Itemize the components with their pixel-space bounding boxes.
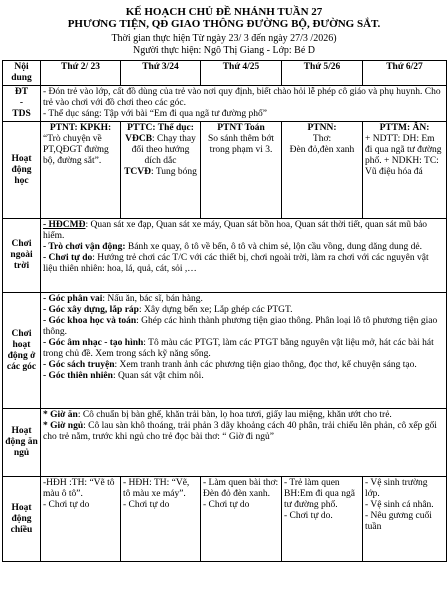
afternoon-tue: - HĐH: TH: “Vẽ, tô màu xe máy”. - Chơi tự do	[121, 477, 201, 562]
cell-meal-sleep: * Giờ ăn: Cô chuẩn bị bàn ghế, khăn trải bàn, lọ hoa tươi, giấy lau miệng, khăn ướt cho trẻ. * Giờ ngủ: Cô lau sàn khô thoáng, trải phản 3 dãy khoảng cách 40 phân, trải chiếu lên phản, cô xếp gối cho trẻ nằm, trước khi ngủ cho trẻ đọc bài thơ: “ Giờ đi ngủ”	[41, 409, 447, 477]
label-afternoon: Hoạt động chiều	[3, 477, 41, 562]
plan-subtitle: PHƯƠNG TIỆN, QĐ GIAO THÔNG ĐƯỜNG BỘ, ĐƯỜNG SẮT.	[67, 18, 381, 30]
row-corners	[3, 293, 447, 409]
cell-corners: - Góc phân vai: Nấu ăn, bác sĩ, bán hàng. - Góc xây dựng, lắp ráp: Xây dựng bến xe; Lắp ghép các PTGT. - Góc khoa học và toán: Ghép các hình thành phương tiện giao thông. Phân loại lô tô phương tiện giao thông. - Góc âm nhạc - tạo hình: Tô màu các PTGT, làm các PTGT bằng nguyên vật liệu mở, hát các bài hát trong chủ đề. Xem trong sách kỹ năng sống. - Góc sách truyện: Xem tranh tranh ảnh các phương tiện giao thông, đọc thơ, kể chuyện sáng tạo. - Góc thiên nhiên: Quan sát vật chim nôi.	[41, 293, 447, 409]
plan-time: Thời gian thực hiện Từ ngày 23/ 3 đến ngày 27/3 /2026)	[111, 33, 337, 44]
afternoon-mon: -HĐH :TH: “Vẽ tô màu ô tô”. - Chơi tự do	[41, 477, 121, 562]
day-header-mon: Thứ 2/ 23	[41, 61, 121, 86]
row-outdoor	[3, 219, 447, 293]
label-outdoor: Chơi ngoài trời	[3, 219, 41, 293]
welcome-text: - Đón trẻ vào lớp, cất đồ dùng của trẻ vào nơi quy định, biết chào hỏi lễ phép cô giáo và phụ huynh. Cho trẻ vào chơi với đồ chơi theo các góc.	[43, 87, 441, 108]
afternoon-thu: - Trẻ làm quen BH:Em đi qua ngã tư đường phố. - Chơi tự do.	[282, 477, 363, 562]
day-header-wed: Thứ 4/25	[201, 61, 282, 86]
plan-teacher: Người thực hiện: Ngô Thị Giang - Lớp: Bé D	[132, 45, 316, 56]
day-header-fri: Thứ 6/27	[363, 61, 447, 86]
header-row	[3, 61, 447, 86]
learning-fri: PTTM: ÂN: + NDTT: DH: Em đi qua ngã tư đường phố. + NDKH: TC: Vũ điệu hóa đá	[363, 122, 447, 219]
plan-title: KẾ HOẠCH CHỦ ĐỀ NHÁNH TUẦN 27	[125, 6, 323, 18]
afternoon-wed: - Làm quen bài thơ: Đèn đỏ đèn xanh. - Chơi tự do	[201, 477, 282, 562]
cell-outdoor: - HĐCMĐ: Quan sát xe đạp, Quan sát xe máy, Quan sát bồn hoa, Quan sát thời tiết, quan sát mũ bảo hiểm. - Trò chơi vận động: Bánh xe quay, ô tô về bến, ô tô và chim sẻ, lộn cầu vồng, dung dăng dung dẻ. - Chơi tự do: Hướng trẻ chơi các T/C với các thiết bị, chơi ngoài trời, làm ra chơi với các nguyên vật liệu thiên nhiên: hoa, lá, quả, cát, sỏi ,…	[41, 219, 447, 293]
learning-thu: PTNN: Thơ: Đèn đỏ,đèn xanh	[282, 122, 363, 219]
row-learning	[3, 122, 447, 219]
afternoon-fri: - Vệ sinh trường lớp. - Vệ sinh cá nhân. - Nêu gương cuối tuần	[363, 477, 447, 562]
row-afternoon	[3, 477, 447, 562]
row-welcome	[3, 86, 447, 122]
label-welcome: ĐT - TDS	[3, 86, 41, 122]
day-header-tue: Thứ 3/24	[121, 61, 201, 86]
label-learning: Hoạt động học	[3, 122, 41, 219]
label-corners: Chơi hoạt động ở các góc	[3, 293, 41, 409]
learning-mon: PTNT: KPKH: “Trò chuyện về PT,QĐGT đường bộ, đường sắt”.	[41, 122, 121, 219]
morning-exercise-text: - Thể dục sáng: Tập với bài “Em đi qua ngã tư đường phố”	[43, 109, 267, 119]
weekly-plan-table	[2, 60, 447, 562]
row-meal-sleep	[3, 409, 447, 477]
corner-cell: Nội dung	[3, 61, 41, 86]
day-header-thu: Thứ 5/26	[282, 61, 363, 86]
cell-welcome	[41, 86, 447, 122]
label-meal-sleep: Hoạt động ăn ngủ	[3, 409, 41, 477]
learning-tue: PTTC: Thể dục: VĐCB: Chạy thay đổi theo hướng dích dắc TCVĐ: Tung bóng	[121, 122, 201, 219]
learning-wed: PTNT Toán So sánh thêm bớt trong phạm vi 3.	[201, 122, 282, 219]
